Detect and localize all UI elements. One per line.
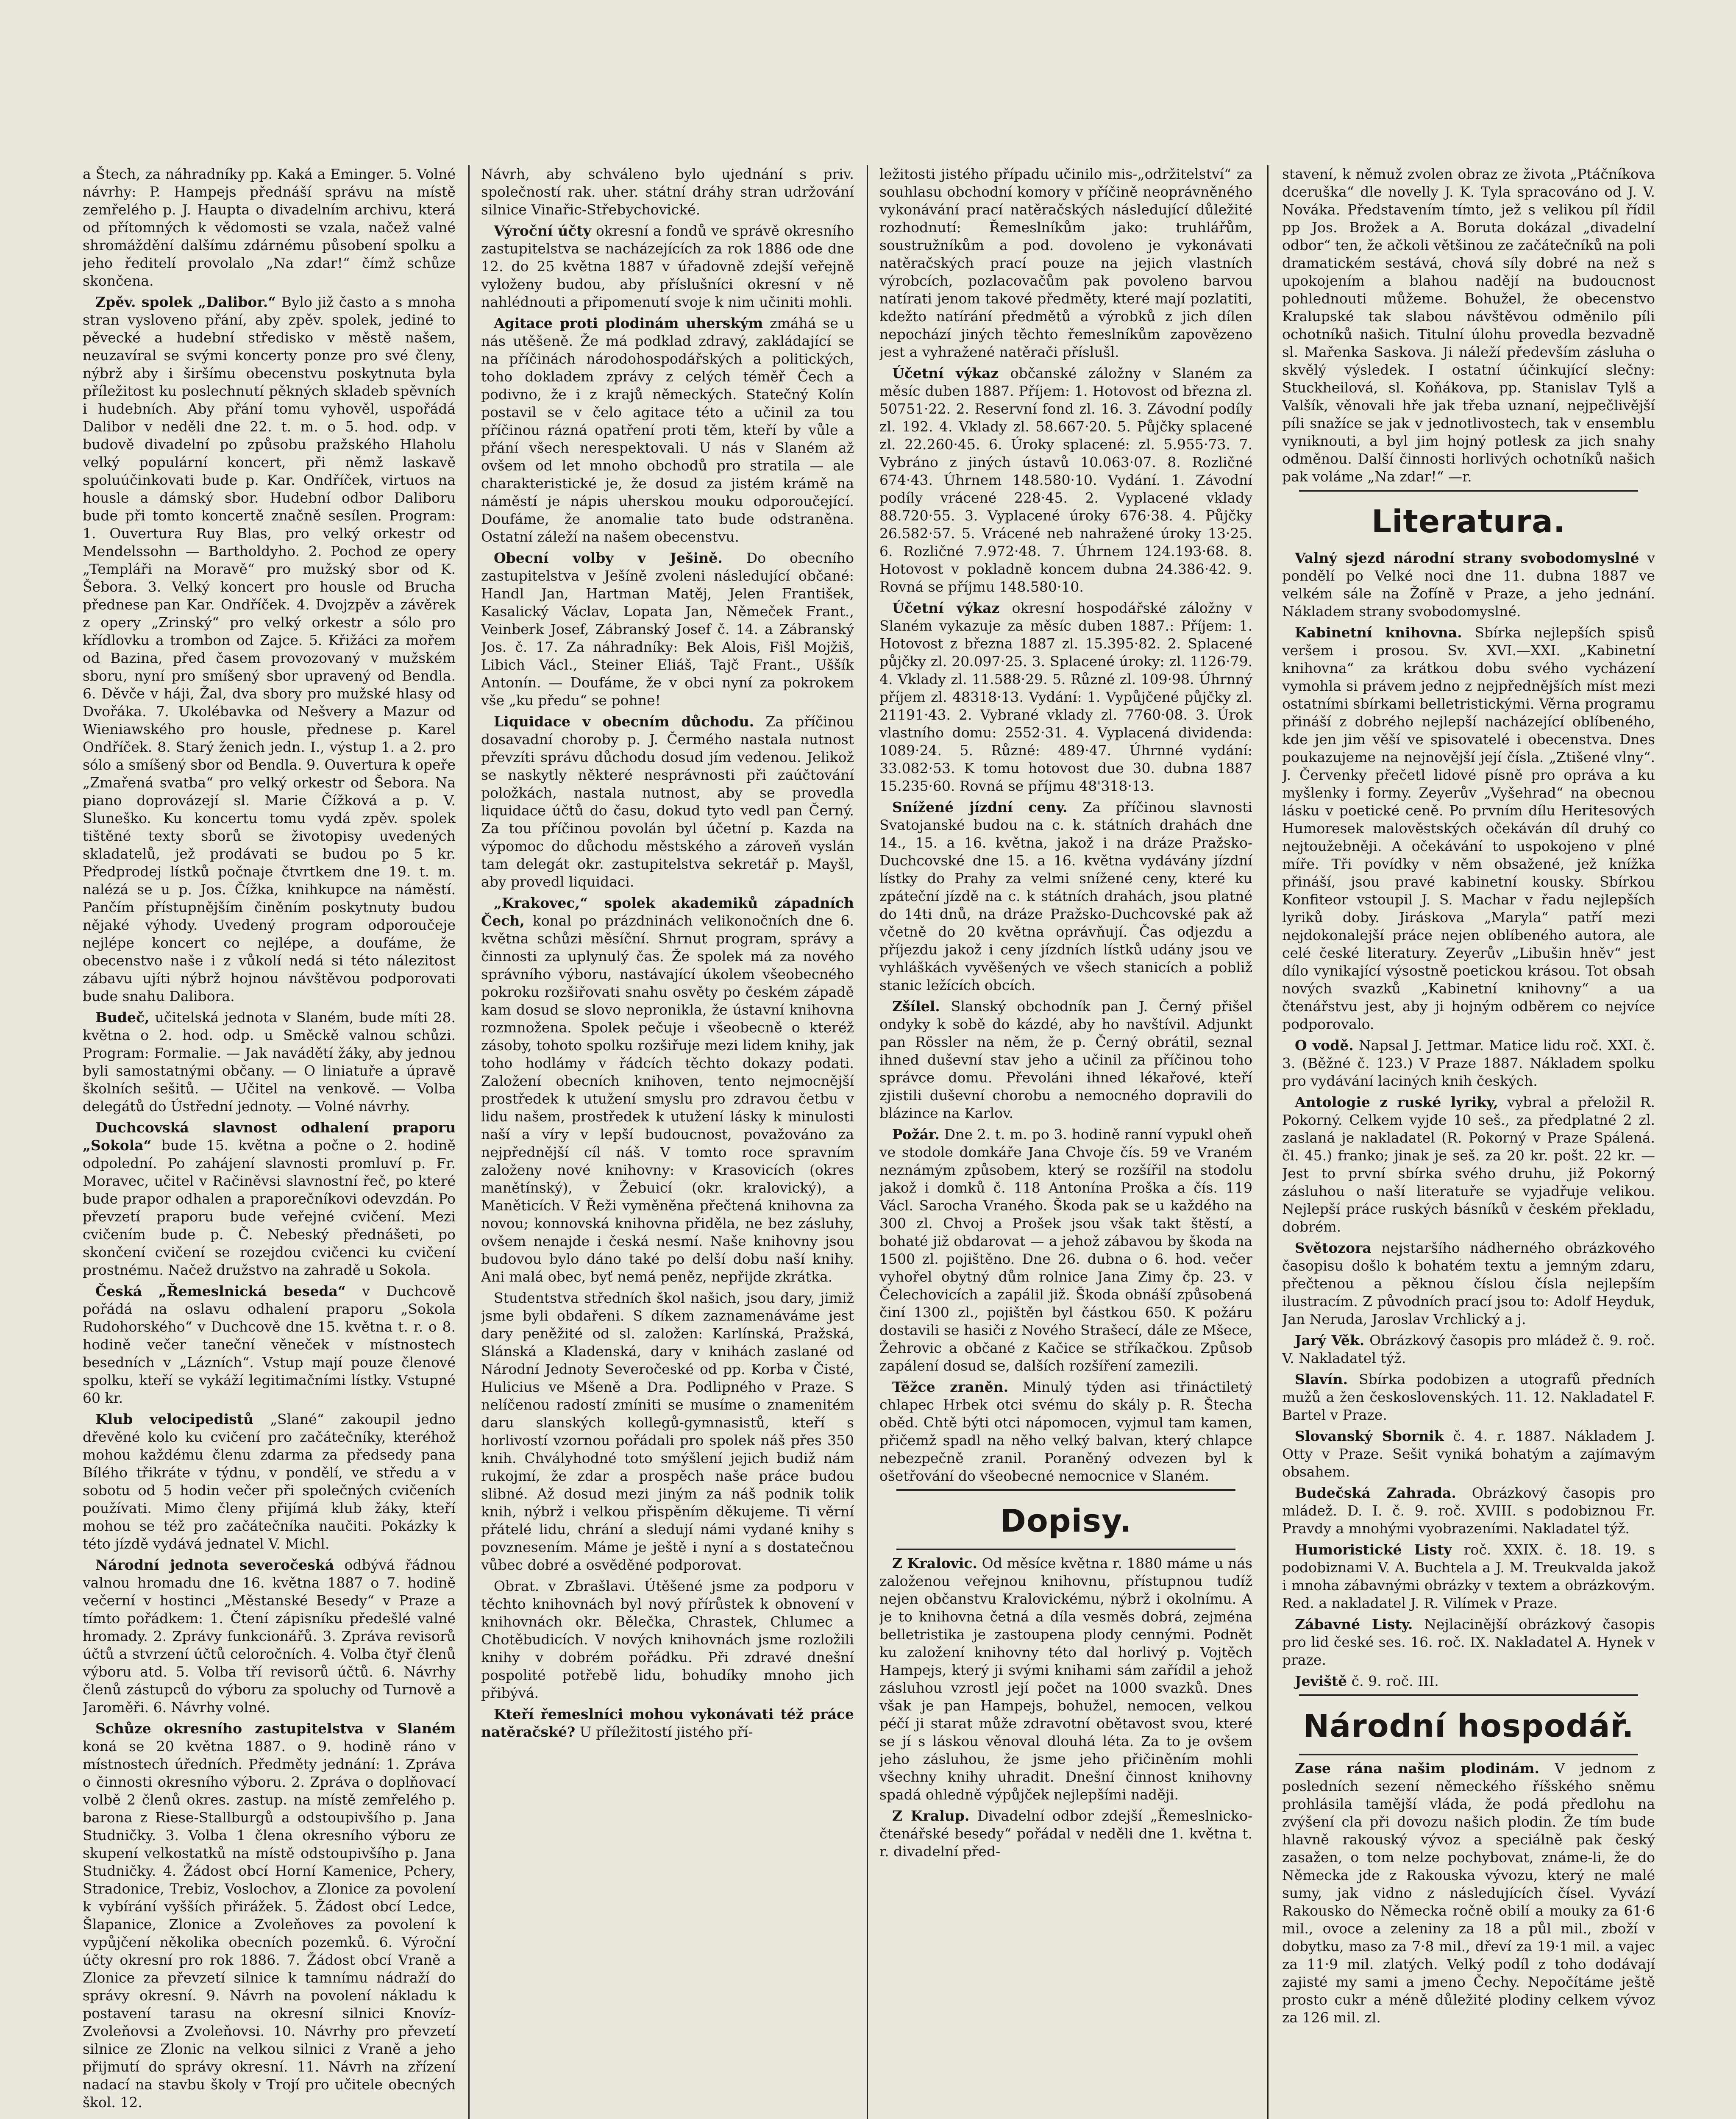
article: [879, 1126, 1252, 1375]
article: [481, 314, 854, 546]
article: [1282, 1332, 1655, 1367]
article: [1282, 1371, 1655, 1424]
article-text: učitelská jednota v Slaném, bude míti 28. května o 2. hod. odp. u Směckě valnou schůzi. Program: Formalie. — Jak navádětí žáky, aby jednou byli samostatnými občany. — O liniatuře a úpravě školních sešitů. — Učitel na venkově. — Volba delegátů do Ústřední jednoty. — Volné návrhy.: [83, 1009, 456, 1115]
article-heading: Těžce zraněn.: [892, 1379, 1009, 1395]
article-text: Sbírka nejlepších spisů veršem i prosou. Sv. XVI.—XXI. „Kabinetní knihovna“ za krátkou dobu svého vycházení vymohla si právem jedno z nejpřednějších míst mezi ostatními sbírkami belletristickými. Věrna programu přináší z dobrého nejlepší nacházející oblíbeného, kde jen jim věší ve spisovatelé i obecenstva. Dnes poukazujeme na nejnovější její čísla. „Ztišené vlny“. J. Červenky přečetl lidové písně pro opráva a ku myšlenky i formy. Zeyerův „Vyšehrad“ na obecnou lásku v poetické ceně. Po prvním dílu Heritesových Humoresek malověstských očekáván díl druhý co nejtoužebněji. A očekávání to uspokojeno v plné míře. Tři povídky v něm obsažené, jež knížka přináší, jsou pravé kabinetní kousky. Sbírkou Konfiteor vstoupil J. S. Machar v řadu nejlepších lyriků doby. Jiráskova „Maryla“ patří mezi nejdokonalejší práce nejen oblíbeného autora, ale celé české literatury. Zeyerův „Libušin hněv“ jest dílo vynikající výsostně poetickou krásou. Tot obsah nových svazků „Kabinetní knihovny“ a ua čtenářstvu jest, aby ji hojným odběrem co nejvíce podporovalo.: [1282, 624, 1655, 1032]
newspaper-page: [83, 165, 1672, 2119]
column-3: [879, 165, 1252, 2119]
article-heading: Jarý Věk.: [1295, 1332, 1365, 1349]
article-text: č. 4. r. 1887. Nákladem J. Otty v Praze. Sešit vyniká bohatým a zajímavým obsahem.: [1282, 1428, 1655, 1480]
signature: —r.: [1448, 468, 1472, 485]
article: [1282, 165, 1655, 486]
article: [83, 1410, 456, 1553]
article-text: Slanský obchodník pan J. Černý přišel ondyky k sobě do kázdé, aby ho navštívil. Adjunkt pan Rössler na něm, že p. Černý obrátil, seznal ihned duševní stav jeho a učinil za příčinou toho správce domu. Převoláni ihned lékařové, kteří zjistili duševní chorobu a nemocného dopravili do blázince na Karlov.: [879, 998, 1252, 1121]
article-heading: Z Kralup.: [892, 1808, 970, 1824]
column-divider: [867, 165, 868, 2119]
article-heading: Česká „Řemeslnická beseda“: [95, 1283, 346, 1299]
article-heading: „Krakovec,“ spolek akademiků západních Čech,: [481, 895, 854, 929]
article-text: Obrázkový časopis pro mládež č. 9. roč. V. Nakladatel týž.: [1282, 1332, 1655, 1366]
article-heading: Obecní volby v Ješině.: [494, 550, 723, 566]
article: [481, 894, 854, 1286]
article: [1282, 1239, 1655, 1328]
article-text: Divadelní odbor zdejší „Řemeslnicko-čtenářské besedy“ pořádal v neděli dne 1. května t. r. divadelní před-: [879, 1808, 1252, 1860]
article: [481, 1705, 854, 1741]
article-heading: Zšílel.: [892, 998, 940, 1015]
article: [83, 1720, 456, 2111]
article-text: v Duchcově pořádá na oslavu odhalení praporu „Sokola Rudohorského“ v Duchcově dne 15. května t. r. o 8. hodině večer taneční věneček v místnostech besedních v „Lázních“. Vstup mají pouze členové spolku, kteří se vykáží legitimačními lístky. Vstupné 60 kr.: [83, 1283, 456, 1406]
section-rule: [896, 1549, 1235, 1550]
article-heading: Snížené jízdní ceny.: [892, 799, 1068, 815]
column-divider: [468, 165, 470, 2119]
article-text: odbývá řádnou valnou hromadu dne 16. května 1887 o 7. hodině večerní v hostinci „Městanské Besedy“ v Praze a tímto pořádkem: 1. Čtení zápisníku předešlé valné hromady. 2. Zprávy funkcionářů. 3. Zpráva revisorů účtů a stvrzení účtů celoročních. 4. Volba čtyř členů výboru atd. 5. Volba tří revisorů účtů. 6. Návrhy členů zástupců do výboru za spoluchy od Turnově a Jaroměři. 6. Návrhy volné.: [83, 1557, 456, 1716]
article: [83, 1119, 456, 1279]
article-text: v pondělí po Velké noci dne 11. dubna 1887 ve velkém sále na Žofíně v Praze, a jeho jednání. Nákladem strany svobodomyslné.: [1282, 550, 1655, 620]
article-text: Dne 2. t. m. po 3. hodině ranní vypukl oheň ve stodole domkáře Jana Chvoje čís. 59 ve Vraném neznámým způsobem, který se rozšířil na stodolu jakož i domků č. 118 Antonína Proška a čís. 119 Václ. Sarocha Vraného. Škoda pak se u každého na 300 zl. Chvoj a Prošek jsou však takt štěstí, a bohaté již obdarovat — a jehož zábavou by škoda na 1500 zl. pojištěno. Dne 26. dubna o 6. hod. večer vyhořel obytný dům rolnice Jana Zimy čp. 23. v Čelechovicích a zapálil již. Škoda obnáší způsobená činí 1300 zl., pojištěn byl částkou 650. K požáru dostavili se hasiči z Nového Strašecí, dále ze Mšece, Žehrovic a občané z Kačice se stříkačkou. Způsob zapálení dosud se, dalších rozšíření zamezili.: [879, 1126, 1252, 1374]
article-text: Bylo již často a s mnoha stran vysloveno přání, aby zpěv. spolek, jediné to pěvecké a hudební středisko v městě našem, neuzavíral se svými koncerty ponze pro své členy, nýbrž aby i širšímu obecenstvu poskytnuta byla příležitost ku poslechnutí pěkných skladeb spěvních i hudebních. Aby přání tomu vyhověl, uspořádá Dalibor v neděli dne 22. t. m. o 5. hod. odp. v budově divadelní po způsobu pražského Hlaholu velký populární koncert, při němž laskavě spoluúčinkovati bude p. Kar. Ondříček, virtuos na housle a dámský sbor. Hudební odbor Daliboru bude při tomto koncertě značně sesílen. Program: 1. Ouvertura Ruy Blas, pro velký orkestr od Mendelssohn — Bartholdyho. 2. Pochod ze opery „Templáři na Moravě“ pro mužský sbor od K. Šebora. 3. Velký koncert pro housle od Brucha přednese pan Kar. Ondříček. 4. Dvojzpěv a závěrek z opery „Zrinský“ pro velký orkestr a sólo pro křídlovku a trombon od Zajce. 5. Křižáci za mořem od Bazina, před časem provozovaný v mužském sboru, nyní pro smíšený sbor upravený od Bendla. 6. Děvče v háji, Žal, dva sbory pro mužské hlasy od Dvořáka. 7. Ukolébavka od Nešvery a Mazur od Wieniawského pro housle, přednese p. Karel Ondříček. 8. Starý ženich jedn. I., výstup 1. a 2. pro sólo a smíšený sbor od Bendla. 9. Ouvertura k opeře „Zmařená svatba“ pro velký orkestr od Šebora. Na piano doprovázejí sl. Marie Čížková a p. V. Sluneško. Ku koncertu tomu vydá zpěv. spolek tištěné texty sborů se životopisy uvedených skladatelů, jež prodávati se budou po 5 kr. Předprodej lístků počnaje čtvrtkem dne 19. t. m. nalézá se u p. Jos. Čížka, knihkupce na náměstí. Pančím přístupnějším činěním poskytnuty budou nějaké výhody. Uvedený program odporoučeje nejlépe koncert co nejlépe, a doufáme, že obecenstvo naše i z vůkolí nedá si této nálezitost zábavu ujíti nýbrž hojnou návštěvou podporovati bude snahu Dalibora.: [83, 294, 456, 1004]
column-4: [1282, 165, 1655, 2119]
article: [481, 713, 854, 891]
column-divider: [1267, 165, 1269, 2119]
article-heading: Schůze okresního zastupitelstva v Slaném: [95, 1720, 456, 1737]
section-rule: [896, 1489, 1235, 1491]
article-heading: Účetní výkaz: [892, 600, 1000, 616]
article: [1282, 1037, 1655, 1090]
article-heading: Slovanský Sbornik: [1295, 1428, 1444, 1444]
article-heading: Budečská Zahrada.: [1295, 1485, 1456, 1501]
column-2: [481, 165, 854, 2119]
section-title-literatura: Literatura.: [1371, 503, 1566, 540]
article: [879, 165, 1252, 361]
section-rule: [1299, 490, 1638, 492]
article: [1282, 1616, 1655, 1669]
article-text: ležitosti jistého případu učinilo mis-„održitelství“ za souhlasu obchodní komory v příčině neoprávněného vykonávání prací natěračských následující důležité rozhodnutí: Řemeslníkům jako: truhlářům, soustružníkům a pod. dovoleno je vykonávati natěračských prací pouze na jejich vlastních výrobcích, pozlacovačům pak povoleno barvou natírati jenom takové předměty, které mají pozlatiti, kdežto natírání předmětů a výrobků z jich dílen nepochází jiných těchto řemeslníkům zapovězeno jest a vyhražené natěrači příslušl.: [879, 166, 1252, 360]
article-text: nejstaršího nádherného obrázkového časopisu došlo k bohatém textu a jemným zdaru, přečtenou a pěknou číslou čísla nejlepším ilustracím. Z původních prací jsou to: Adolf Heyduk, Jan Neruda, Jaroslav Vrchlický a j.: [1282, 1240, 1655, 1327]
article: [1282, 1541, 1655, 1612]
article: [879, 364, 1252, 596]
article-text: Za příčinou slavnosti Svatojanské budou na c. k. státních drahách dne 14., 15. a 16. května, jakož i na dráze Pražsko-Duchcovské dne 15. a 16. května vydávány jízdní lístky do Prahy za velmi snížené ceny, které ku zpáteční jízdě na c. k státních drahách, jsou platné do 14ti dnů, na dráze Pražsko-Duchcovské pak až včetně do 20 května oprávňují. Čas odjezdu a příjezdu jakož i ceny jízdních lístků udány jsou ve vyhláškách vyvěšených ve všech stanicích a pobliž stanic ležících obcích.: [879, 799, 1252, 993]
article-heading: Budeč,: [95, 1009, 150, 1026]
article-heading: Kteří řemeslníci mohou vykonávati též práce natěračské?: [481, 1706, 854, 1740]
article-text: Napsal J. Jettmar. Matice lidu roč. XXI. č. 3. (Běžné č. 123.) V Praze 1887. Nákladem spolku pro vydávání laciných knih českých.: [1282, 1037, 1655, 1089]
article: [83, 1009, 456, 1115]
article-text: Minulý týden asi třináctiletý chlapec Hrbek otci svému do skály p. R. Štecha oběd. Chtě býti otci nápomocen, vyjmul tam kamen, přičemž spadl na něho velký balvan, který chlapce nebezpečně zranil. Poraněný odvezen byl k ošetřování do všeobecné nemocnice v Slaném.: [879, 1379, 1252, 1484]
article-text: Návrh, aby schváleno bylo ujednání s priv. společností rak. uher. státní dráhy stran udržování silnice Vinařic-Střebychovické.: [481, 166, 854, 218]
article: [481, 1577, 854, 1702]
article-heading: Zábavné Listy.: [1295, 1616, 1413, 1632]
section-rule: [1299, 1754, 1638, 1755]
article-text: okresní hospodářské záložny v Slaném vykazuje za měsíc duben 1887.: Příjem: 1. Hotovost z března 1887 zl. 15.395·82. 2. Splacené půjčky zl. 20.097·25. 3. Splacené úroky: zl. 1126·79. 4. Vklady zl. 11.588·29. 5. Různé zl. 109·98. Úhrnný příjem zl. 48318·13. Vydání: 1. Vypůjčené půjčky zl. 21191·43. 2. Vybrané vklady zl. 7760·08. 3. Úrok vlastního domu: 2552·31. 4. Vyplacená dividenda: 1089·24. 5. Různé: 489·47. Úhrnné vydání: 33.082·53. K tomu hotovost due 30. dubna 1887 15.235·60. Rovná se příjmu 48'318·13.: [879, 600, 1252, 794]
article-text: Od měsíce května r. 1880 máme u nás založenou veřejnou knihovnu, přístupnou tudíž nejen občanstvu Kralovickému, nýbrž i okolnímu. A je to knihovna četná a díla vesměs dobrá, zejména belletristika je zastoupena plody cennými. Podnět ku založení knihovny této dal horlivý p. Vojtěch Hampejs, který ji svými knihami sám zařídil a jehož zásluhou vzrostl její počet na 1000 svazků. Dnes však je pan Hampejs, bohužel, nemocen, velkou péčí ji starat může zdravotní obětavost svou, které se jí s láskou věnoval dlouhá léta. Za to je ovšem jeho zásluhou, že jsme jeho přičiněním mohli všechny knihy uhradit. Dnešní činnost knihovny spadá ohledně výpůjček nejlepšími naději.: [879, 1555, 1252, 1803]
article: [481, 1289, 854, 1574]
article-heading: Duchcovská slavnost odhalení praporu „Sokola“: [83, 1119, 456, 1154]
article: [1282, 549, 1655, 620]
article: [83, 1282, 456, 1407]
article-heading: Antologie z ruské lyriky,: [1295, 1094, 1498, 1110]
article-heading: Klub velocipedistů: [95, 1411, 254, 1427]
article-text: okresní a fondů ve správě okresního zastupitelstva se nacházejících za rok 1886 ode dne 12. do 25 května 1887 v úřadovně zdejší veřejně vyloženy budou, aby příslušníci okresní v ně nahlédnouti a připomenutí svoje k nim učiniti mohli.: [481, 222, 854, 310]
article-text: Nejlacinější obrázkový časopis pro lid české ses. 16. roč. IX. Nakladatel A. Hynek v praze.: [1282, 1616, 1655, 1668]
section-title-dopisy: Dopisy.: [1000, 1503, 1132, 1539]
article: [1282, 1760, 1655, 2027]
article-text: Za příčinou dosavadní choroby p. J. Čermého nastala nutnost převzíti správu důchodu dosud jím vedenou. Jelikož se naskytly některé nesprávnosti při zaúčtování položkách, nastala nutnost, aby se provedla liquidace účtů do času, dokud tyto vedl pan Černý. Za tou příčinou povolán byl účetní p. Kazda na výpomoc do důchodu městského a zároveň vyslán tam delegát okr. zastupitelstva sekretář p. Mayšl, aby provedl liquidaci.: [481, 713, 854, 890]
article-heading: Humoristické Listy: [1295, 1541, 1452, 1558]
column-1: [83, 165, 456, 2119]
article-heading: Slavín.: [1295, 1371, 1348, 1388]
article-text: stavení, k němuž zvolen obraz ze života „Ptáčníkova dceruška“ dle novelly J. K. Tyla spracováno od J. V. Nováka. Představením tímto, jež s velikou píl řídil pp Jos. Brožek a A. Boruta dokázal „divadelní odbor“ ten, že ačkoli většinou ze začátečníků na poli dramatickém sestává, chová síly dobré na než s upokojením a blahou nadějí na budoucnost pohlednouti můžeme. Bohužel, že obecenstvo Kralupské tak slabou návštěvou odměnilo píli ochotníků našich. Titulní úlohu provedla bezvadně sl. Mařenka Saskova. Ji náleží především zásluha o skvělý výsledek. I ostatní účinkující slečny: Stuckheilová, sl. Koňákova, pp. Stanislav Tylš a Valšík, věnovali hře jak třeba uznaní, nejpečlivější píli snažíce se jak v jednotlivostech, tak v ensemblu vyniknouti, a byl jim hojný potlesk za jich snahy odměnou. Další činnosti horlivých ochotníků našich pak voláme „Na zdar!“: [1282, 166, 1655, 485]
article-text: č. 9. roč. III.: [1351, 1673, 1439, 1689]
article-heading: Zpěv. spolek „Dalibor.“: [95, 294, 276, 310]
article-text: Obrázkový časopis pro mládež. D. I. č. 9. roč. XVIII. s podobiznou Fr. Pravdy a mnohými vyobrazeními. Nakladatel týž.: [1282, 1485, 1655, 1537]
article-text: V jednom z posledních sezení německého říšského sněmu prohlásila tamější vláda, že podá předlohu na zvýšení cla při dovozu našich plodin. Že tím bude hlavně rakouský vývoz a speciálně pak český zasažen, o tom nelze pochybovat, známe-li, že do Německa jde z Rakouska vývozu, který ne malé sumy, jak vidno z následujících čísel. Vyvází Rakousko do Německa ročně obilí a mouky za 61·6 mil., ovoce a zeleniny za 18 a půl mil., zboží v dobytku, maso za 7·8 mil., dřeví za 19·1 mil. a vajec za 11·9 mil. zlatých. Velký podíl z toho dodávají zajisté my sami a jmeno Čechy. Nepočítáme ještě prosto cukr a méně důležité plodiny celkem vývoz za 126 mil. zl.: [1282, 1760, 1655, 2026]
article: [83, 1556, 456, 1716]
article-heading: Národní jednota severočeská: [95, 1557, 334, 1573]
article: [879, 998, 1252, 1122]
article-heading: Valný sjezd národní strany svobodomyslné: [1295, 550, 1639, 566]
article-text: Studentstva středních škol našich, jsou dary, jimiž jsme byli obdařeni. S díkem zaznamenáváme jest dary peněžité od sl. založen: Karlínská, Pražská, Slánská a Kladenská, dary v knihách zaslané od Národní Jednoty Severočeské od pp. Korba v Čisté, Hulicius ve Mšeně a Dra. Podlipného v Praze. S nelíčenou radostí zmíniti se musíme o znamenitém daru slanských kollegů-gymnasistů, kteří s horlivostí vzornou pořádali pro spolek náš přes 350 knih. Chvályhodné toto smýšlení jejich budiž nám rukojmí, že zdar a prospěch naše práce budou slibné. Až dosud mezi jiným za náš podnik tolik knih, nýbrž i velkou přispěním děkujeme. Ti věrní přátelé lidu, chrání a sledují námi vydané knihy s povznesením. Máme je ještě i nyní a s dostatečnou vůbec dobré a osvěděné podporovat.: [481, 1290, 854, 1573]
article-text: roč. XXIX. č. 18. 19. s podobiznami V. A. Buchtela a J. M. Treukvalda jakož i mnoha zábavnými obrázky v textem a obrázkovým. Red. a nakladatel J. R. Vilímek v Praze.: [1282, 1541, 1655, 1611]
article-heading: Účetní výkaz: [892, 365, 999, 381]
article-text: vybral a přeložil R. Pokorný. Celkem vyjde 10 seš., za předplatné 2 zl. zaslaná je nakladatel (R. Pokorný v Praze Spálená. čl. 45.) franko; jinak je seš. za 20 kr. pošt. 22 kr. — Jest to první sbírka svého druhu, již Pokorný zásluhou o naší literatuře se vyjadřuje velikou. Nejlepší práce ruských básníků v českém překladu, dobrém.: [1282, 1094, 1655, 1235]
article-text: Sbírka podobizen a utografů předních mužů a žen československých. 11. 12. Nakladatel F. Bartel v Praze.: [1282, 1371, 1655, 1423]
article-text: konal po prázdninách velikonočních dne 6. května schůzi měsíční. Shrnut program, správy a činnosti za uplynulý čas. Že spolek má za nového správního výboru, nastávající úkolem všeobecného pokroku rozšiřovati snahu osvěty po českém západě kam dosud se slovo nepronikla, že ústavní knihovna rozmnožena. Spolek pečuje i všeobecně o kteréž zásoby, tohoto spolku rozšiřuje mezi lidem knihy, jak toho hodlámy v řádcích těchto dokazy podati. Založení obecních knihoven, tento nejmocnější prostředek k utužení smyslu pro zdravou četbu v lidu našem, prostředek k utužení lásky k minulosti naší a víry v lepší budoucnost, považováno za nejpřednější cíl náš. V tomto roce spravním založeny nové knihovny: v Krasovicích (okres manětínský), v Žebuicí (okr. kralovický), a Maněticích. V Řeži vyměněna přečtená knihovna za novou; konnovská knihovna přiděla, ne bez zásluhy, ovšem nenajde i česká nesmí. Naše knihovny jsou budovou bylo dáno také po delší dobu naší knihy. Ani malá obec, byť nemá peněz, nepřijde zkrátka.: [481, 912, 854, 1285]
article: [481, 165, 854, 219]
article: [1282, 624, 1655, 1033]
article: [879, 798, 1252, 994]
article: [481, 549, 854, 709]
section-title-narodni-hospodar: Národní hospodář.: [1303, 1708, 1634, 1744]
article: [879, 1554, 1252, 1804]
article-heading: Požár.: [892, 1126, 940, 1143]
article-text: Obrat. v Zbrašlavi. Útěšené jsme za podporu v těchto knihovnách byl nový přírůstek k obnovení v knihovnách okr. Bělečka, Chrastek, Chlumec a Chotěbudicích. V nových knihovnách jsme rozložili knihy v dobrém pořádku. Při zdravé dnešní pospolité potřebě lidu, bohudíky mnoho jich přibývá.: [481, 1578, 854, 1701]
article-heading: Výroční účty: [494, 222, 591, 239]
article-heading: Z Kralovic.: [892, 1555, 977, 1571]
article-heading: Agitace proti plodinám uherským: [494, 315, 763, 331]
article: [1282, 1093, 1655, 1236]
article: [879, 1378, 1252, 1485]
article-text: a Štech, za náhradníky pp. Kaká a Eminger. 5. Volné návrhy: P. Hampejs přednáší správu na místě zemřelého p. J. Haupta o divadelním archivu, která od přítomných k vědomosti se vzala, načež valné shromáždění dalšímu zdárnému působení spolku a jeho ředitelí provolalo „Na zdar!“ čímž schůze skončena.: [83, 166, 456, 289]
article: [83, 293, 456, 1005]
article: [83, 165, 456, 290]
article-text: zmáhá se u nás utěšeně. Že má podklad zdravý, zakládající se na příčinách národohospodářských a politických, toho dokladem zprávy z celých téměř Čech a podivno, že i z krajů německých. Statečný Kolín postavil se v čelo agitace této a učinil za tou příčinou rázná opatření proti těm, kteří by vůle a přání všech nerespektovali. U nás v Slaném až ovšem od let mnoho obchodů pro stratila — ale charakteristické je, že dosud za jistém krámě na náměstí je nápis uherskou mouku odporoučející. Doufáme, že anomalie tato bude odstraněna. Ostatní záleží na našem obecenstvu.: [481, 315, 854, 545]
article: [1282, 1427, 1655, 1481]
article: [879, 599, 1252, 795]
article-heading: Zase rána našim plodinám.: [1295, 1760, 1540, 1777]
article-heading: Kabinetní knihovna.: [1295, 624, 1462, 641]
article: [1282, 1672, 1655, 1690]
article-text: Do obecního zastupitelstva v Ješíně zvoleni následující občané: Handl Jan, Hartman Matěj, Jelen František, Kasalický Václav, Lopata Jan, Němeček Frant., Veinberk Josef, Zábranský Josef č. 14. a Zábranský Jos. č. 17. Za náhradníky: Bek Alois, Fišl Mojžiš, Libich Václ., Steiner Eliáš, Tajč Frant., Uššík Antonín. — Doufáme, že v obci nyní za pokrokem vše „ku předu“ se pohne!: [481, 550, 854, 709]
article-text: U příležitostí jistého pří-: [579, 1724, 753, 1740]
article: [1282, 1484, 1655, 1538]
article-text: občanské záložny v Slaném za měsíc duben 1887. Příjem: 1. Hotovost od března zl. 50751·22. 2. Reservní fond zl. 16. 3. Závodní podíly zl. 192. 4. Vklady zl. 58.667·20. 5. Půjčky splacené zl. 22.260·45. 6. Úroky splacené: zl. 5.955·73. 7. Vybráno z jiných ústavů 10.063·07. 8. Rozličné 674·43. Úhrnem 148.580·10. Vydání. 1. Závodní podíly vrácené 228·45. 2. Vyplacené vklady 88.720·55. 3. Vyplacené úroky 676·38. 4. Půjčky 26.582·57. 5. Vrácené neb nahražené úroky 13·25. 6. Rozličné 7.972·48. 7. Úhrnem 124.193·68. 8. Hotovost v pokladně koncem dubna 24.386·42. 9. Rovná se příjmu 148.580·10.: [879, 365, 1252, 595]
article-text: koná se 20 května 1887. o 9. hodině ráno v místnostech úředních. Předměty jednání: 1. Zpráva o činnosti okresního výboru. 2. Zpráva o doplňovací volbě 2 členů okres. zastup. na místě zemřelého p. barona z Riese-Stallburgů a odstoupivšího p. Jana Studničky. 3. Volba 1 člena okresního výboru ze skupení velkostatků na místě odstoupivšího p. Jana Studničky. 4. Žádost obcí Horní Kamenice, Pchery, Stradonice, Trebiz, Voslochov, a Zlonice za povolení k vybírání vyšších přirážek. 5. Žádost obcí Ledce, Šlapanice, Zlonice a Zvoleňoves za povolení k vypůjčení několika obecních pozemků. 6. Výroční účty okresní pro rok 1886. 7. Žádost obcí Vraně a Zlonice za převzetí silnice k tamnímu nádraží do správy okresní. 9. Návrh na povolení nákladu k postavení tarasu na okresní silnici Knovíz-Zvoleňovsi a Zvoleňovsi. 10. Návrhy pro převzetí silnice ze Zlonic na velkou silnici z Vraně a jeho přijmutí do správy okresní. 11. Návrh na zřízení nadací na stavbu školy v Trojí pro učitele obecných škol. 12.: [83, 1738, 456, 2111]
article-heading: Jeviště: [1295, 1673, 1347, 1689]
article-heading: Světozora: [1295, 1240, 1372, 1256]
article-text: bude 15. května a počne o 2. hodině odpolední. Po zahájení slavnosti promluví p. Fr. Moravec, učitel v Račiněvsi slavnostní řeč, po které bude prapor odhalen a praporečníkovi odevzdán. Po převzetí praporu bude veřejné cvičení. Mezi cvičením bude p. Č. Nebeský přednášeti, po skončení cvičení se rozejdou cvičenci ku cvičení prostnému. Načež družstvo na zahradě u Sokola.: [83, 1137, 456, 1278]
article-heading: Liquidace v obecním důchodu.: [494, 713, 754, 730]
article: [879, 1807, 1252, 1860]
article-text: „Slané“ zakoupil jedno dřevěné kolo ku cvičení pro začátečníky, kteréhož mohou každému členu zdarma za předsedy pana Bílého třikráte v týdnu, v pondělí, ve středu a v sobotu od 5 hodin večer při společných cvičeních používati. Mimo členy přijímá klub žáky, kteří mohou se též pro začátečníka naučiti. Pokázky k této jízdě vydává jednatel V. Michl.: [83, 1411, 456, 1552]
section-rule: [1299, 1694, 1638, 1696]
article-heading: O vodě.: [1295, 1037, 1354, 1054]
article: [481, 222, 854, 311]
